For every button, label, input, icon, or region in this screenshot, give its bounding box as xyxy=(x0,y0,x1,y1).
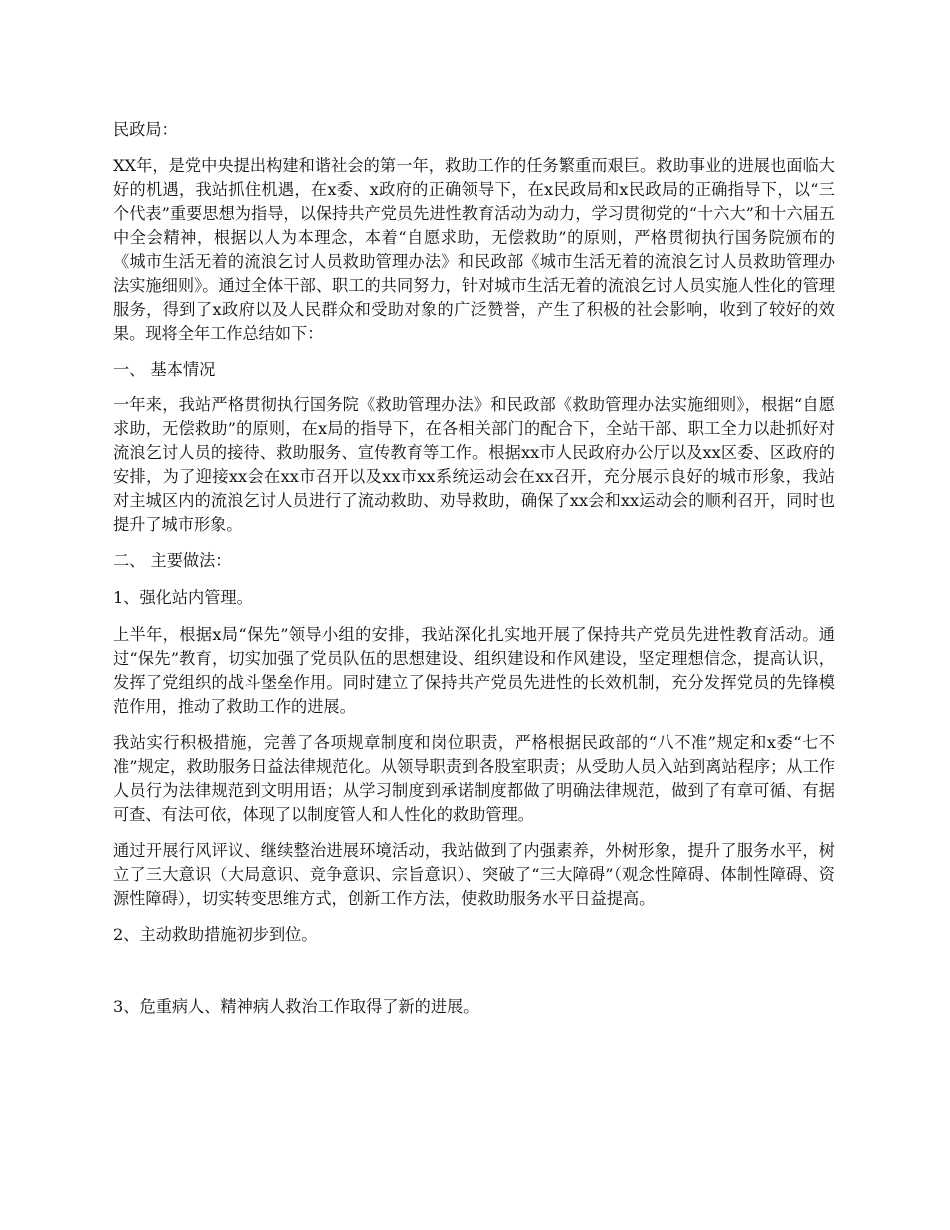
item1-paragraph-3: 通过开展行风评议、继续整治进展环境活动，我站做到了内强素养，外树形象，提升了服务水平，树立了三大意识（大局意识、竞争意识、宗旨意识）、突破了“三大障碍”（观念性障碍、体制性障碍、资源性障碍），切实转变思维方式，创新工作方法，使救助服务水平日益提高。 xyxy=(113,841,835,908)
section2-heading: 二、 主要做法： xyxy=(113,551,232,570)
item2-heading: 2、主动救助措施初步到位。 xyxy=(113,925,318,944)
item1-paragraph-2: 我站实行积极措施，完善了各项规章制度和岗位职责，严格根据民政部的“八不准”规定和x委“七不准”规定，救助服务日益法律规范化。从领导职责到各股室职责；从受助人员入站到离站程序；从工作人员行为法律规范到文明用语；从学习制度到承诺制度都做了明确法律规范，做到了有章可循、有据可查、有法可依，体现了以制度管人和人性化的救助管理。 xyxy=(113,733,835,824)
item3-heading: 3、危重病人、精神病人救治工作取得了新的进展。 xyxy=(113,997,480,1016)
section1-heading: 一、 基本情况 xyxy=(113,360,216,379)
intro-paragraph: XX年，是党中央提出构建和谐社会的第一年，救助工作的任务繁重而艰巨。救助事业的进展也面临大好的机遇，我站抓住机遇，在x委、x政府的正确领导下，在x民政局和x民政局的正确指导下，以“三个代表”重要思想为指导，以保持共产党员先进性教育活动为动力，学习贯彻党的“十六大”和十六届五中全会精神，根据以人为本理念，本着“自愿求助，无偿救助”的原则，严格贯彻执行国务院颁布的《城市生活无着的流浪乞讨人员救助管理办法》和民政部《城市生活无着的流浪乞讨人员救助管理办法实施细则》。通过全体干部、职工的共同努力，针对城市生活无着的流浪乞讨人员实施人性化的管理服务，得到了x政府以及人民群众和受助对象的广泛赞誉，产生了积极的社会影响，收到了较好的效果。现将全年工作总结如下： xyxy=(113,156,835,343)
document-page xyxy=(113,118,835,1019)
item1-paragraph-1: 上半年，根据x局“保先”领导小组的安排，我站深化扎实地开展了保持共产党员先进性教育活动。通过“保先”教育，切实加强了党员队伍的思想建设、组织建设和作风建设，坚定理想信念，提高认识，发挥了党组织的战斗堡垒作用。同时建立了保持共产党员先进性的长效机制，充分发挥党员的先锋模范作用，推动了救助工作的进展。 xyxy=(113,625,835,716)
item1-heading: 1、强化站内管理。 xyxy=(113,588,253,607)
section1-paragraph: 一年来，我站严格贯彻执行国务院《救助管理办法》和民政部《救助管理办法实施细则》，根据“自愿求助，无偿救助”的原则，在x局的指导下，在各相关部门的配合下，全站干部、职工全力以赴抓好对流浪乞讨人员的接待、救助服务、宣传教育等工作。根据xx市人民政府办公厅以及xx区委、区政府的安排，为了迎接xx会在xx市召开以及xx市xx系统运动会在xx召开，充分展示良好的城市形象，我站对主城区内的流浪乞讨人员进行了流动救助、劝导救助，确保了xx会和xx运动会的顺利召开，同时也提升了城市形象。 xyxy=(113,395,835,534)
greeting: 民政局： xyxy=(113,120,178,139)
